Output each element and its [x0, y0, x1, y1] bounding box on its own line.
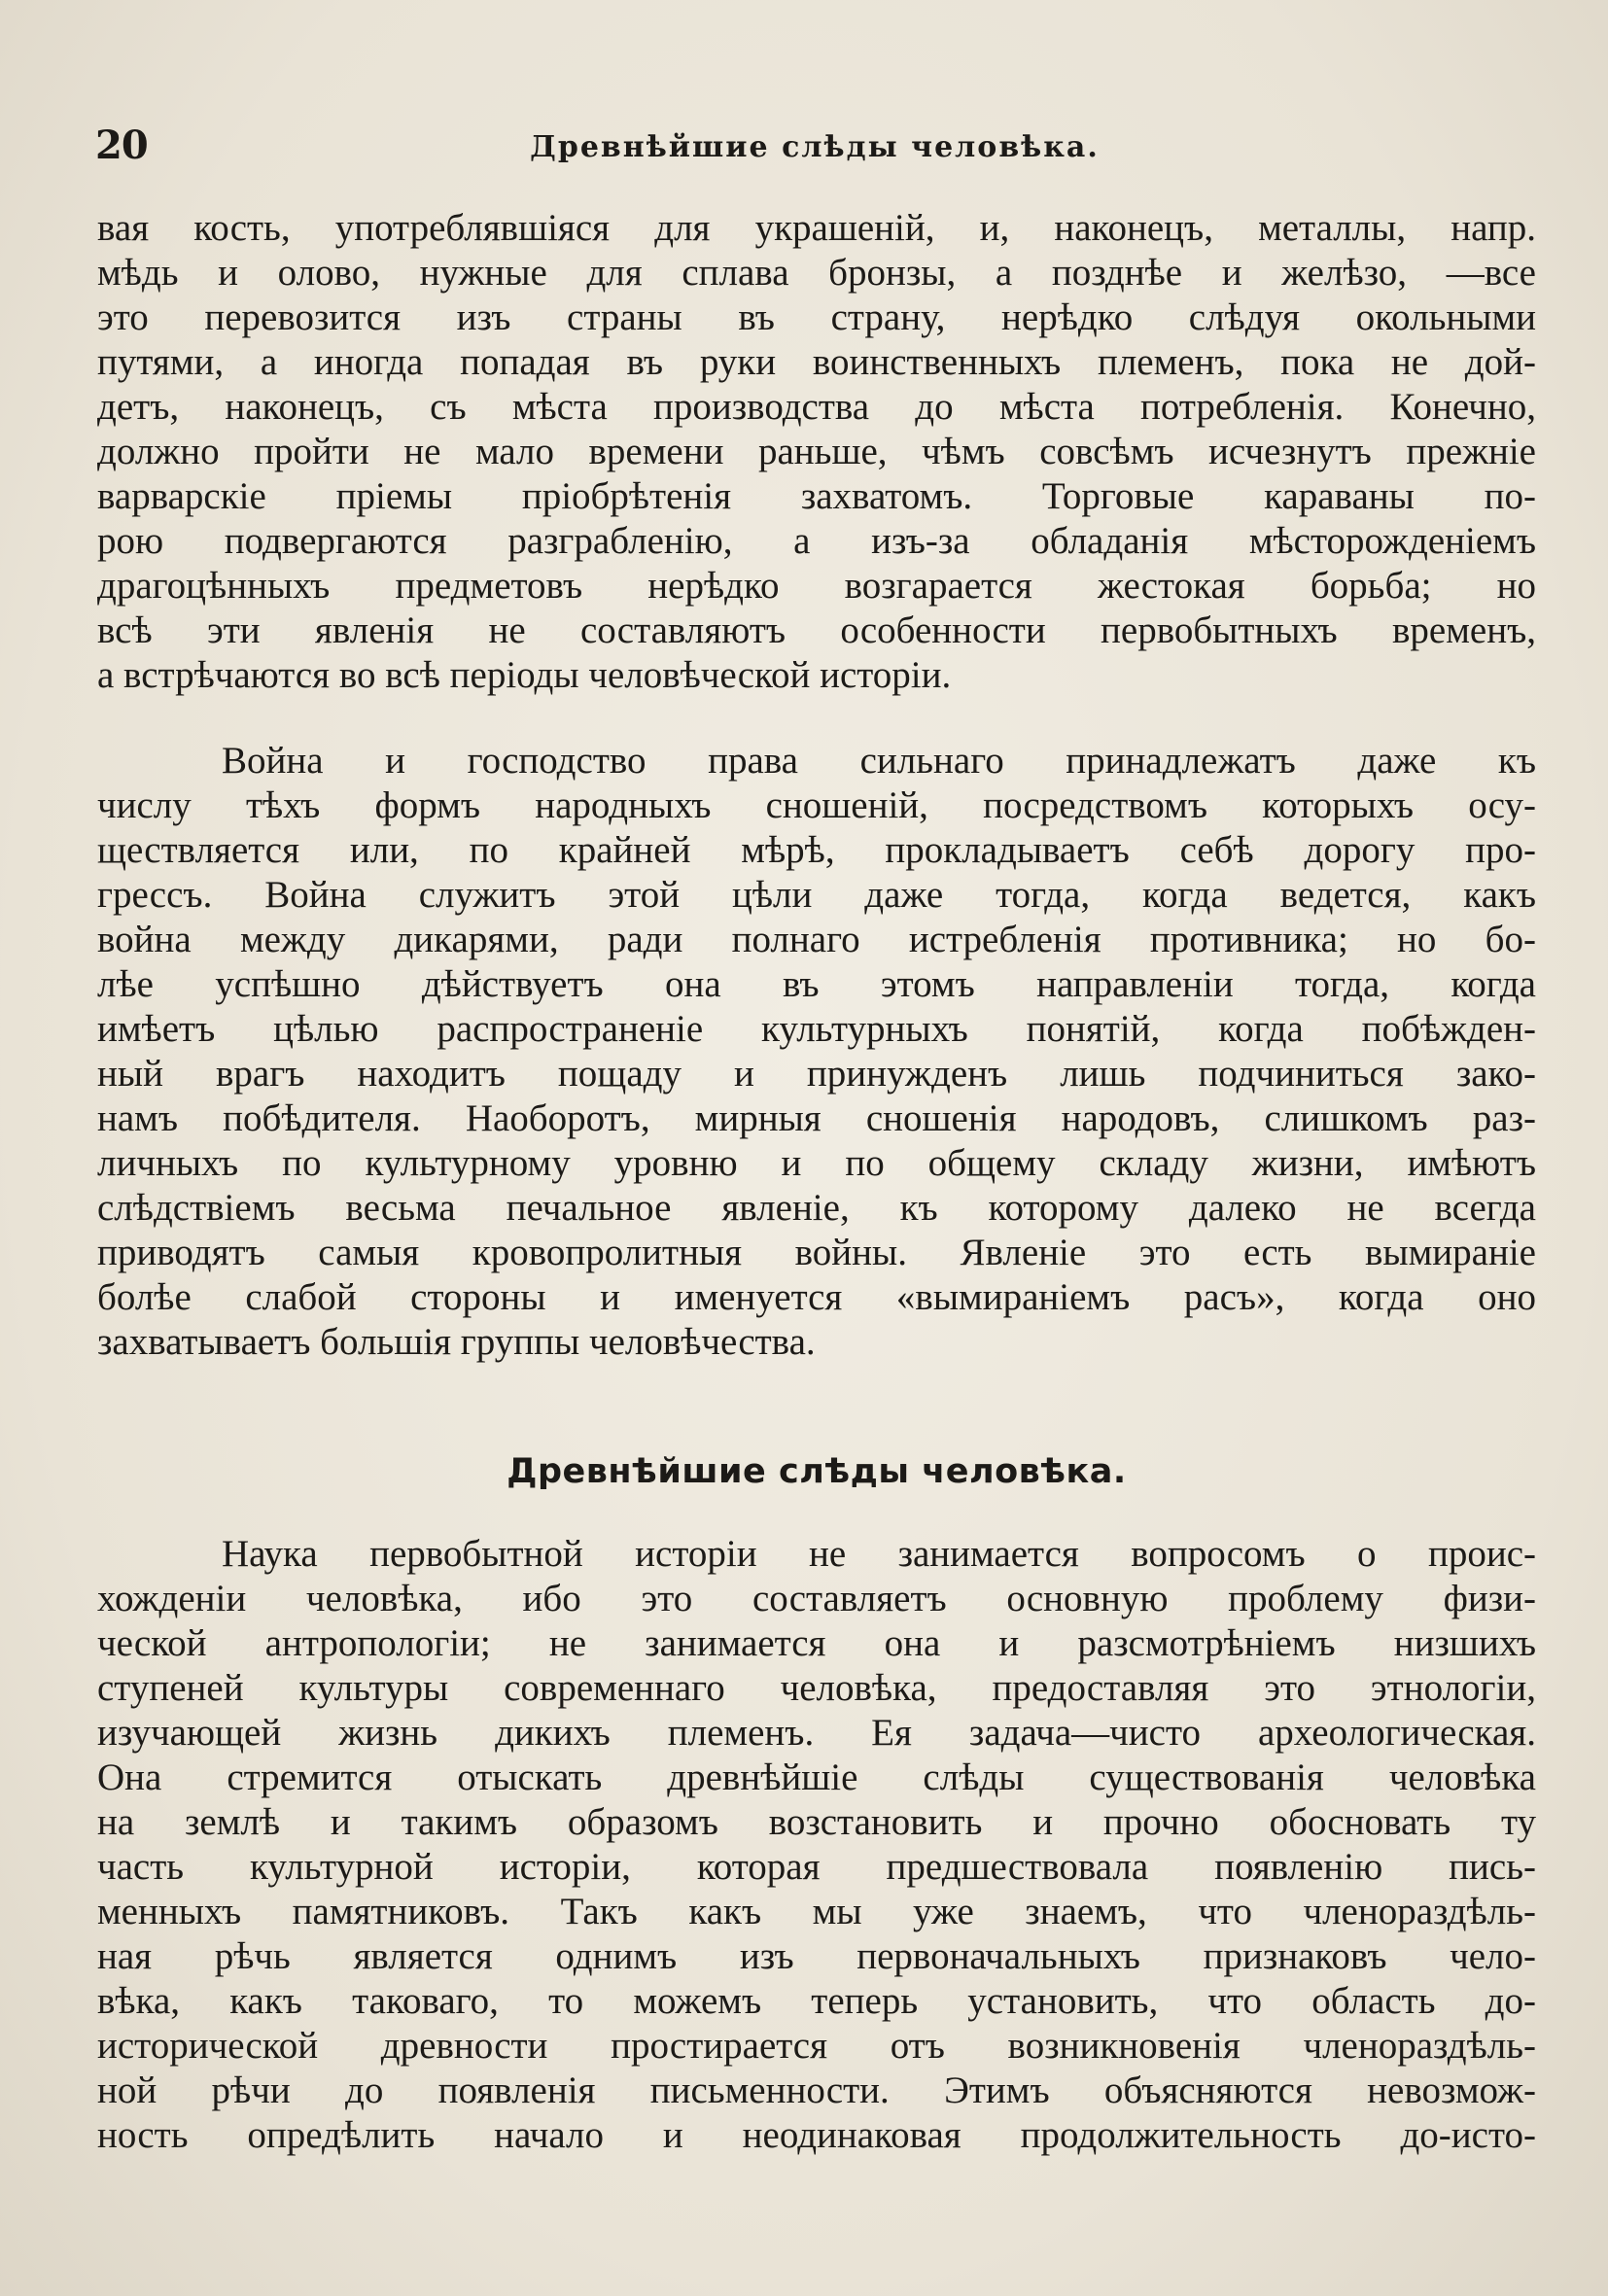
text-line: приводятъ самыя кровопролитныя войны. Явленіе это есть вымираніе [97, 1232, 1536, 1273]
text-line: путями, а иногда попадая въ руки воинственныхъ племенъ, пока не дой- [97, 341, 1536, 383]
page-number: 20 [95, 122, 148, 168]
text-line: ческой антропологіи; не занимается она и разсмотрѣніемъ низшихъ [97, 1622, 1536, 1664]
text-line: числу тѣхъ формъ народныхъ сношеній, посредствомъ которыхъ осу- [97, 784, 1536, 826]
text-line: должно пройти не мало времени раньше, чѣмъ совсѣмъ исчезнутъ прежніе [97, 431, 1536, 472]
paragraph-1 [97, 206, 1536, 698]
text-line: намъ побѣдителя. Наоборотъ, мирныя сношенія народовъ, слишкомъ раз- [97, 1097, 1536, 1139]
text-line: вая кость, употреблявшіяся для украшеній, и, наконецъ, металлы, напр. [97, 207, 1536, 249]
text-line: это перевозится изъ страны въ страну, нерѣдко слѣдуя окольными [97, 296, 1536, 338]
paragraph-3 [97, 1532, 1536, 2158]
text-line: Она стремится отыскать древнѣйшіе слѣды существованія человѣка [97, 1757, 1536, 1798]
text-line: мѣдь и олово, нужные для сплава бронзы, а позднѣе и желѣзо, —все [97, 252, 1536, 294]
text-line: драгоцѣнныхъ предметовъ нерѣдко возгарается жестокая борьба; но [97, 565, 1536, 607]
text-line: слѣдствіемъ весьма печальное явленіе, къ которому далеко не всегда [97, 1187, 1536, 1229]
text-line: хожденіи человѣка, ибо это составляетъ основную проблему физи- [97, 1578, 1536, 1619]
text-line: изучающей жизнь дикихъ племенъ. Ея задача—чисто археологическая. [97, 1712, 1536, 1754]
text-line: Наука первобытной исторіи не занимается вопросомъ о проис- [222, 1533, 1536, 1575]
text-line: рою подвергаются разграбленію, а изъ-за обладанія мѣсторожденіемъ [97, 520, 1536, 562]
text-line: Война и господство права сильнаго принадлежатъ даже къ [222, 740, 1536, 782]
text-line: имѣетъ цѣлью распространеніе культурныхъ понятій, когда побѣжден- [97, 1008, 1536, 1050]
text-line: вѣка, какъ таковаго, то можемъ теперь установить, что область до- [97, 1980, 1536, 2022]
text-line: детъ, наконецъ, съ мѣста производства до мѣста потребленія. Конечно, [97, 386, 1536, 428]
text-line: менныхъ памятниковъ. Такъ какъ мы уже знаемъ, что членораздѣль- [97, 1891, 1536, 1932]
text-line: ступеней культуры современнаго человѣка, предоставляя это этнологіи, [97, 1667, 1536, 1709]
text-line: на землѣ и такимъ образомъ возстановить и прочно обосновать ту [97, 1801, 1536, 1843]
paragraph-2 [97, 739, 1536, 1365]
text-line: ная рѣчь является однимъ изъ первоначальныхъ признаковъ чело- [97, 1935, 1536, 1977]
text-line: война между дикарями, ради полнаго истребленія противника; но бо- [97, 919, 1536, 960]
text-line: болѣе слабой стороны и именуется «вымираніемъ расъ», когда оно [97, 1276, 1536, 1318]
text-line: ность опредѣлить начало и неодинаковая продолжительность до-исто- [97, 2114, 1536, 2156]
text-line: ный врагъ находитъ пощаду и принужденъ лишь подчиниться зако- [97, 1053, 1536, 1095]
text-line: грессъ. Война служитъ этой цѣли даже тогда, когда ведется, какъ [97, 874, 1536, 916]
text-line: ществляется или, по крайней мѣрѣ, прокладываетъ себѣ дорогу про- [97, 829, 1536, 871]
text-line: исторической древности простирается отъ возникновенія членораздѣль- [97, 2025, 1536, 2067]
text-line: ной рѣчи до появленія письменности. Этимъ объясняются невозмож- [97, 2070, 1536, 2111]
text-line: варварскіе пріемы пріобрѣтенія захватомъ. Торговые караваны по- [97, 475, 1536, 517]
text-line: лѣе успѣшно дѣйствуетъ она въ этомъ направленіи тогда, когда [97, 963, 1536, 1005]
text-line: часть культурной исторіи, которая предшествовала появленію пись- [97, 1846, 1536, 1888]
text-line: личныхъ по культурному уровню и по общему складу жизни, имѣютъ [97, 1142, 1536, 1184]
text-line: всѣ эти явленія не составляютъ особенности первобытныхъ временъ, [97, 609, 1536, 651]
text-line: а встрѣчаются во всѣ періоды человѣческой исторіи. [97, 654, 952, 696]
running-head: Древнѣйшие слѣды человѣка. [530, 130, 1100, 164]
section-title: Древнѣйшие слѣды человѣка. [507, 1452, 1127, 1491]
text-line: захватываетъ большія группы человѣчества. [97, 1321, 816, 1363]
page-header [95, 122, 1534, 177]
